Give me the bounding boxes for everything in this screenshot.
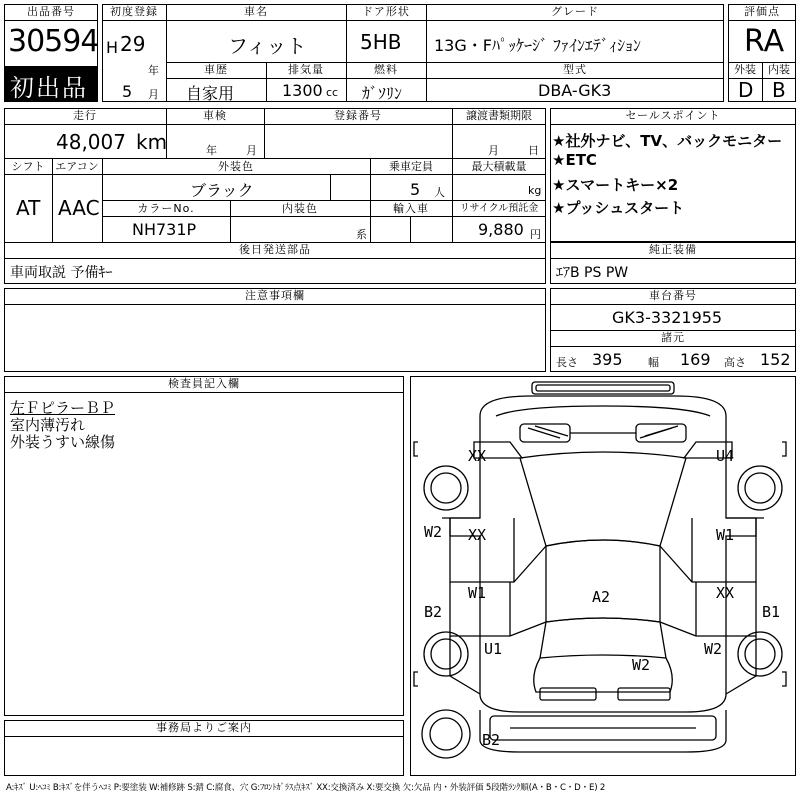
reg-month: 5 [122,82,133,101]
year-unit: 年 [148,64,159,77]
width-label: 幅 [648,356,659,369]
inspection-month-unit: 月 [246,144,257,157]
chassis-number: GK3-3321955 [612,308,723,327]
name-label: 車名 [244,5,268,18]
later-parts-label: 後日発送部品 [239,243,311,256]
mark-xx-right: XX [716,584,735,602]
first-listing-text: 初出品 [10,74,88,102]
mark-b2-left: B2 [424,603,443,621]
inspector-note: 室内薄汚れ [10,416,86,434]
shift: AT [16,196,41,220]
history: 自家用 [186,84,235,103]
int-score: B [772,78,786,102]
month-unit: 月 [148,88,159,101]
displacement: 1300 [282,81,323,100]
doc-label: 譲渡書類期限 [466,109,532,122]
car-diagram [410,376,796,776]
equipment: ｴｱB PS PW [556,265,629,281]
lot-number: 30594 [8,24,99,59]
mark-u1: U1 [484,640,503,658]
office-label: 事務局よりご案内 [156,721,252,734]
lot-label: 出品番号 [27,5,75,18]
recycle: 9,880 [478,220,524,239]
history-label: 車歴 [204,63,228,76]
mileage-label: 走行 [73,109,97,122]
score: RA [744,24,785,59]
sales-point: ★プッシュスタート [552,199,685,217]
capacity-unit: 人 [434,186,445,199]
intcolor-label: 内装色 [282,202,318,215]
recycle-unit: 円 [530,228,541,241]
intcolor-unit: 系 [356,228,367,241]
model-label: 型式 [563,63,587,76]
width: 169 [680,350,711,369]
mark-w2-right: W2 [704,640,723,658]
mark-w1-door-right: W1 [716,526,735,544]
score-label: 評価点 [744,5,780,18]
length: 395 [592,350,623,369]
door-label: ドア形状 [362,5,410,18]
equipment-label: 純正装備 [649,243,697,256]
height-label: 高さ [724,356,746,369]
ac-label: エアコン [55,160,99,173]
grade-label: グレード [551,5,599,18]
sales-point: ★ETC [552,151,597,169]
sales-point: ★スマートキー×2 [552,176,679,194]
inspector-note: 左ＦピラーＢＰ [10,399,116,417]
ext-score: D [738,78,754,102]
dims-label: 諸元 [661,331,685,344]
sales-point: ★社外ナビ、TV、バックモニター [552,132,783,150]
capacity: 5 [410,180,421,199]
mark-xx-front-left: XX [468,447,487,465]
reg-year: 29 [120,32,146,56]
inspector-label: 検査員記入欄 [168,377,240,390]
inspection-label: 車検 [203,109,227,122]
shift-label: シフト [11,160,45,173]
disp-unit: cc [326,86,339,99]
doc-day-unit: 日 [528,144,539,157]
color-label: 外装色 [218,160,254,173]
mark-xx-door-left: XX [468,526,487,544]
load-unit: kg [528,184,542,197]
inspection-year-unit: 年 [206,144,217,157]
mark-u4: U4 [716,447,735,465]
int-label: 内装 [768,63,790,76]
mark-b2-bottom: B2 [482,731,501,749]
capacity-label: 乗車定員 [389,160,433,173]
regno-label: 登録番号 [334,109,382,122]
load-label: 最大積載量 [471,160,527,173]
mileage-unit: km [136,130,168,154]
sales-label: セールスポイント [625,109,721,122]
legend: A:ｷｽﾞ U:ﾍｺﾐ B:ｷｽﾞを伴うﾍｺﾐ P:要塗装 W:補修跡 S:錆 C:腐食、穴 G:ﾌﾛﾝﾄｶﾞﾗｽ点ｷｽﾞ XX:交換済み X:要交換 欠:欠品 内・外装評価 5段階ﾗﾝｸ順(A・B・C・D・E) 2 [6,783,606,793]
height: 152 [760,350,791,369]
import-label: 輸入車 [393,202,429,215]
notes-label: 注意事項欄 [245,289,305,302]
ext-label: 外装 [734,63,756,76]
doc-month-unit: 月 [488,144,499,157]
recycle-label: リサイクル預託金 [459,203,539,214]
mark-b1-right: B1 [762,603,781,621]
reg-label: 初度登録 [110,5,158,18]
disp-label: 排気量 [288,63,324,76]
color: ブラック [190,181,254,200]
mark-w2-center: W2 [632,656,651,674]
grade: 13G・Fﾊﾟｯｹｰｼﾞ ﾌｧｲﾝｴﾃﾞｨｼｮﾝ [434,36,642,55]
chassis-label: 車台番号 [649,289,697,302]
later-parts: 車両取説 予備ｷｰ [10,265,113,281]
mileage: 48,007 [56,130,126,154]
era: H [106,38,119,57]
length-label: 長さ [556,356,578,369]
door-type: 5HB [360,30,402,54]
mark-w2-left: W2 [424,523,443,541]
fuel: ｶﾞｿﾘﾝ [362,84,403,103]
mark-w1-left: W1 [468,584,487,602]
inspector-note: 外装うすい線傷 [10,433,116,451]
mark-a2: A2 [592,588,611,606]
colorno-label: カラーNo. [137,202,195,215]
colorno: NH731P [132,220,197,239]
model: DBA-GK3 [538,81,612,100]
car-name: フィット [228,34,307,58]
fuel-label: 燃料 [374,63,398,76]
ac: AAC [58,196,100,220]
